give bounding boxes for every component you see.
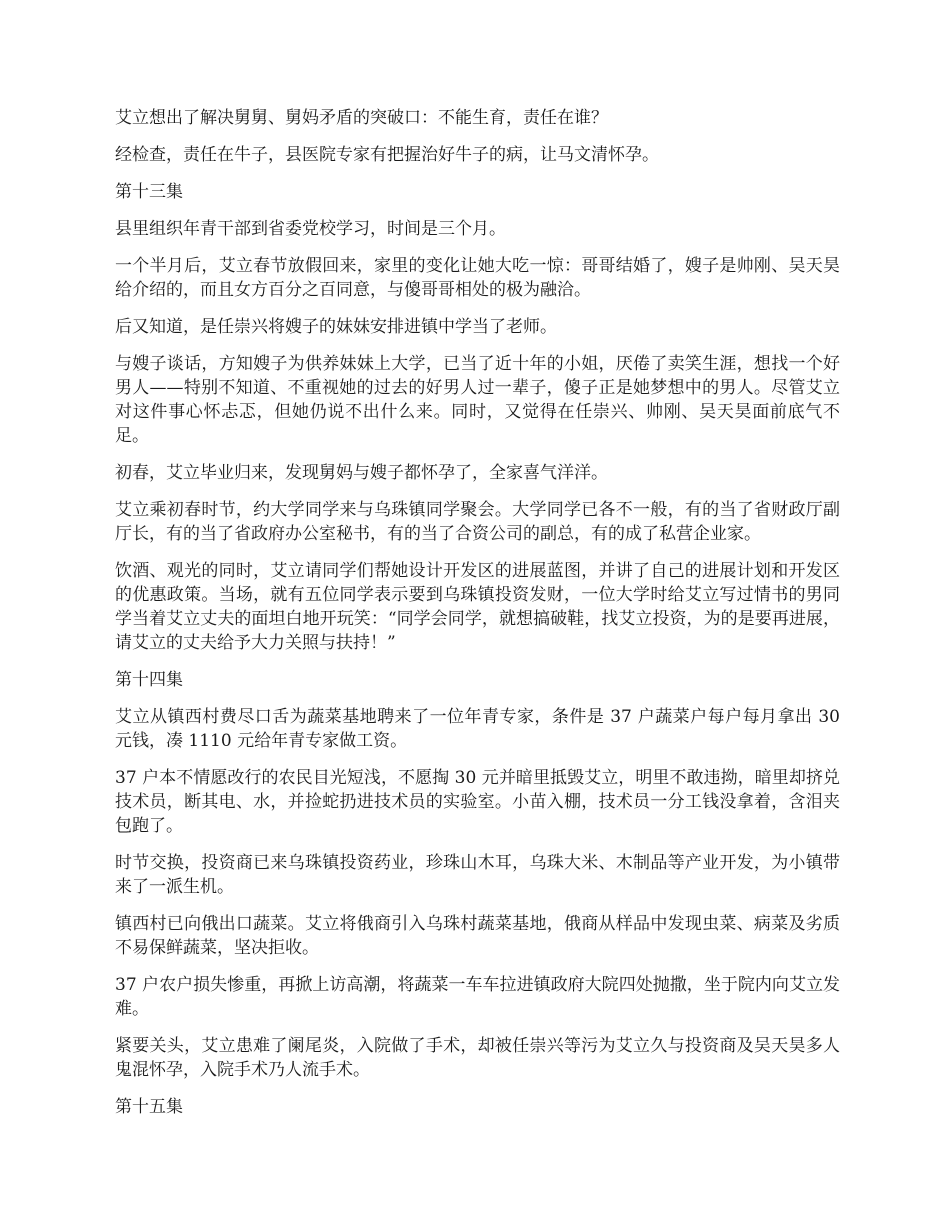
paragraph: 时节交换，投资商已来乌珠镇投资药业，珍珠山木耳，乌珠大米、木制品等产业开发，为小镇带来了一派生机。 (115, 853, 840, 897)
paragraph: 与嫂子谈话，方知嫂子为供养妹妹上大学，已当了近十年的小姐，厌倦了卖笑生涯，想找一个好男人——特别不知道、不重视她的过去的好男人过一辈子，傻子正是她梦想中的男人。尽管艾立对这件事心怀忐忑，但她仍说不出什么来。同时，又觉得在任崇兴、帅刚、吴天昊面前底气不足。 (115, 354, 840, 446)
episode-heading: 第十三集 (115, 182, 183, 202)
paragraph: 37 户本不情愿改行的农民目光短浅，不愿掏 30 元并暗里抵毁艾立，明里不敢违拗，暗里却挤兑技术员，断其电、水，并捡蛇扔进技术员的实验室。小苗入棚，技术员一分工钱没拿着，含泪夹包跑了。 (115, 768, 840, 836)
paragraph: 初春，艾立毕业归来，发现舅妈与嫂子都怀孕了，全家喜气洋洋。 (115, 463, 608, 483)
paragraph: 后又知道，是任崇兴将嫂子的妹妹安排进镇中学当了老师。 (115, 317, 557, 337)
episode-heading: 第十四集 (115, 670, 183, 690)
paragraph: 镇西村已向俄出口蔬菜。艾立将俄商引入乌珠村蔬菜基地，俄商从样品中发现虫菜、病菜及劣质不易保鲜蔬菜，坚决拒收。 (115, 914, 840, 958)
episode-heading: 第十五集 (115, 1097, 183, 1117)
paragraph: 艾立乘初春时节，约大学同学来与乌珠镇同学聚会。大学同学已各不一般，有的当了省财政厅副厅长，有的当了省政府办公室秘书，有的当了合资公司的副总，有的成了私营企业家。 (115, 500, 840, 544)
paragraph: 艾立想出了解决舅舅、舅妈矛盾的突破口：不能生育，责任在谁？ (115, 108, 608, 128)
paragraph: 37 户农户损失惨重，再掀上访高潮，将蔬菜一车车拉进镇政府大院四处抛撒，坐于院内向艾立发难。 (115, 975, 840, 1019)
paragraph: 艾立从镇西村费尽口舌为蔬菜基地聘来了一位年青专家，条件是 37 户蔬菜户每户每月拿出 30 元钱，凑 1110 元给年青专家做工资。 (115, 707, 840, 751)
paragraph: 饮酒、观光的同时，艾立请同学们帮她设计开发区的进展蓝图，并讲了自己的进展计划和开发区的优惠政策。当场，就有五位同学表示要到乌珠镇投资发财，一位大学时给艾立写过情书的男同学当着艾立丈夫的面坦白地开玩笑：“同学会同学，就想搞破鞋，找艾立投资，为的是要再进展，请艾立的丈夫给予大力关照与扶持！” (115, 561, 840, 653)
paragraph: 经检查，责任在牛子，县医院专家有把握治好牛子的病，让马文清怀孕。 (115, 145, 659, 165)
paragraph: 县里组织年青干部到省委党校学习，时间是三个月。 (115, 219, 506, 239)
paragraph: 紧要关头，艾立患难了阑尾炎，入院做了手术，却被任崇兴等污为艾立久与投资商及吴天昊多人鬼混怀孕，入院手术乃人流手术。 (115, 1036, 840, 1080)
paragraph: 一个半月后，艾立春节放假回来，家里的变化让她大吃一惊：哥哥结婚了，嫂子是帅刚、吴天昊给介绍的，而且女方百分之百同意，与傻哥哥相处的极为融洽。 (115, 256, 840, 300)
document-body (115, 106, 840, 1132)
